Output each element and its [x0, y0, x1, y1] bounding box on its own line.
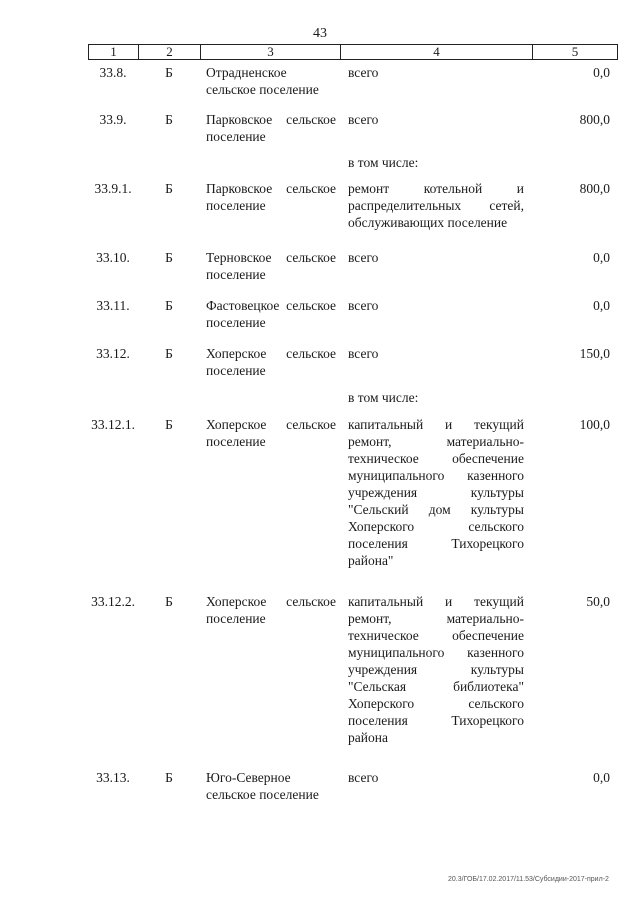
row-category: Б	[165, 298, 173, 313]
row-number: 33.8.	[99, 65, 127, 80]
row-name: Отрадненское сельское поселение	[206, 65, 319, 97]
row-number: 33.10.	[96, 250, 130, 265]
row-name: Хоперское сельское поселение	[206, 346, 336, 378]
header-col-5: 5	[571, 44, 579, 59]
header-col-3: 3	[201, 45, 341, 59]
row-description: всего	[348, 112, 379, 127]
footer-reference: 20.3/ГОБ/17.02.2017/11.53/Субсидии-2017-прил-2	[448, 876, 609, 883]
row-value: 0,0	[593, 770, 610, 785]
row-description: ремонт котельной и распределительных сетей, обслуживающих поселение	[348, 181, 524, 230]
row-name: Хоперское сельское поселение	[206, 594, 336, 626]
row-description: всего	[348, 770, 379, 785]
row-category: Б	[165, 65, 173, 80]
row-category: Б	[165, 181, 173, 196]
row-value: 150,0	[579, 346, 610, 361]
row-description: всего	[348, 346, 379, 361]
row-name: Терновское сельское поселение	[206, 250, 336, 282]
row-number: 33.9.1.	[94, 181, 132, 196]
row-category: Б	[165, 112, 173, 127]
row-category: Б	[165, 770, 173, 785]
row-number: 33.13.	[96, 770, 130, 785]
row-value: 0,0	[593, 250, 610, 265]
row-category: Б	[165, 417, 173, 432]
row-number: 33.12.	[96, 346, 130, 361]
row-value: 800,0	[579, 112, 610, 127]
row-category: Б	[165, 250, 173, 265]
table-header	[88, 44, 618, 60]
row-description: всего	[348, 65, 379, 80]
row-description: всего	[348, 250, 379, 265]
row-number: 33.11.	[96, 298, 130, 313]
row-value: 0,0	[593, 298, 610, 313]
row-description: капитальный и текущий ремонт, материально-техническое обеспечение муниципального казенного учреждения культуры "Сельская библиотека" Хоперского сельского поселения Тихорецкого района	[348, 594, 524, 745]
row-number: 33.9.	[99, 112, 127, 127]
row-description: в том числе:	[348, 155, 419, 170]
row-category: Б	[165, 346, 173, 361]
row-name: Парковское сельское поселение	[206, 181, 336, 213]
header-col-4: 4	[341, 45, 533, 59]
row-name: Фастовецкое сельское поселение	[206, 298, 336, 330]
row-name: Хоперское сельское поселение	[206, 417, 336, 449]
header-col-2: 2	[139, 45, 201, 59]
row-number: 33.12.2.	[91, 594, 135, 609]
page-number: 43	[313, 26, 327, 41]
row-category: Б	[165, 594, 173, 609]
row-value: 100,0	[579, 417, 610, 432]
row-name: Парковское сельское поселение	[206, 112, 336, 144]
row-number: 33.12.1.	[91, 417, 135, 432]
row-value: 50,0	[586, 594, 610, 609]
row-description: всего	[348, 298, 379, 313]
header-col-1: 1	[89, 45, 139, 59]
row-description: в том числе:	[348, 390, 419, 405]
row-description: капитальный и текущий ремонт, материально-техническое обеспечение муниципального казенного учреждения культуры "Сельский дом культуры Хоперского сельского поселения Тихорецкого района"	[348, 417, 524, 568]
row-value: 0,0	[593, 65, 610, 80]
row-value: 800,0	[579, 181, 610, 196]
row-name: Юго-Северное сельское поселение	[206, 770, 319, 802]
